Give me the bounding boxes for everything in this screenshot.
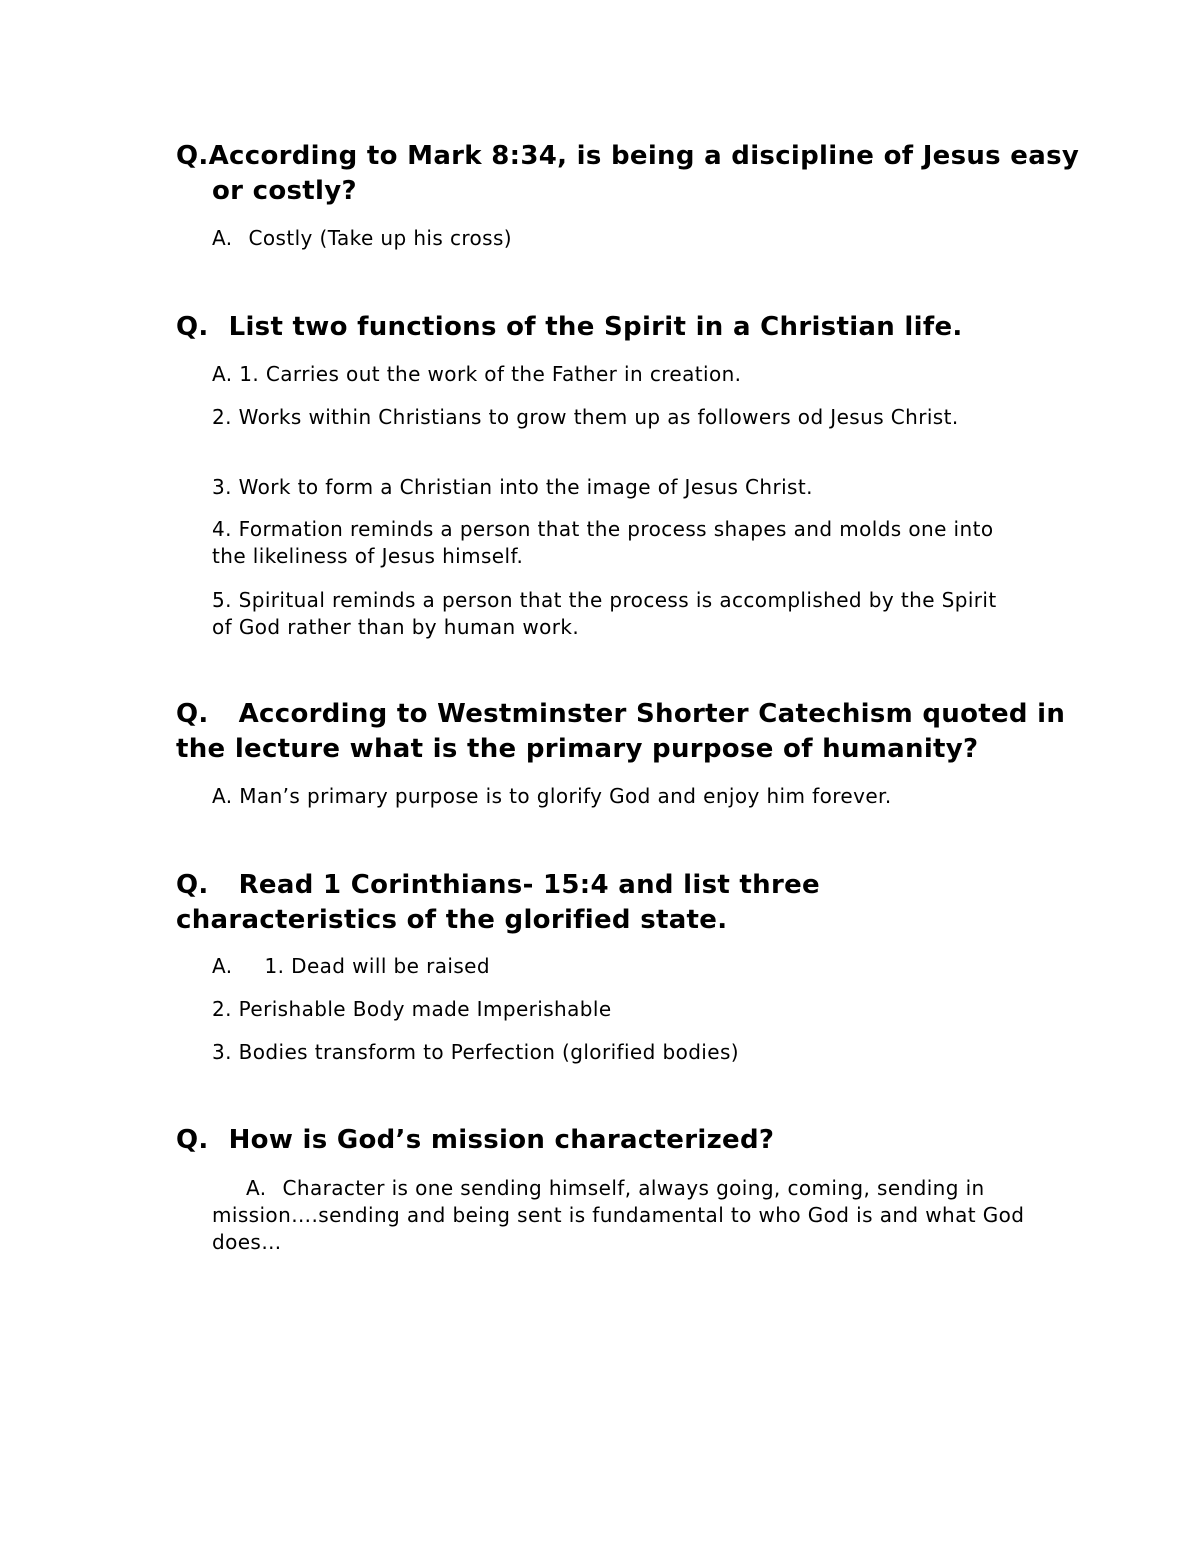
- answer-marker: A.: [246, 1176, 267, 1200]
- answer-marker: A.: [212, 362, 233, 386]
- question-text: List two functions of the Spirit in a Christian life.: [228, 312, 963, 342]
- answer-4-item-2: [212, 996, 1052, 1023]
- answer-text: Character is one sending himself, always going, coming, sending in mission….sending and being sent is fundamental to who God is and what God does…: [212, 1176, 1025, 1254]
- question-marker: Q.: [176, 870, 209, 900]
- question-3: [176, 697, 1076, 767]
- answer-text: 1. Dead will be raised: [264, 954, 490, 978]
- question-marker: Q.: [176, 141, 209, 171]
- question-text: How is God’s mission characterized?: [228, 1125, 775, 1155]
- answer-2-item-2: [176, 404, 1016, 431]
- answer-2-item-3: [212, 474, 1052, 501]
- question-marker: Q.: [176, 1125, 209, 1155]
- answer-text: 5. Spiritual reminds a person that the process is accomplished by the Spirit of God rather than by human work.: [212, 588, 997, 639]
- answer-text: 4. Formation reminds a person that the process shapes and molds one into the likeliness of Jesus himself.: [212, 517, 994, 568]
- answer-text: 2. Works within Christians to grow them up as followers od Jesus Christ.: [212, 405, 959, 429]
- answer-3: [212, 783, 1052, 810]
- question-1: [176, 139, 1092, 209]
- question-4: [176, 868, 876, 938]
- answer-2-item-5: [212, 587, 1022, 641]
- question-text: Read 1 Corinthians- 15:4 and list three characteristics of the glorified state.: [176, 870, 820, 935]
- answer-4-item-1: [212, 953, 1052, 980]
- answer-marker: A.: [212, 226, 233, 250]
- answer-2-item-1: [212, 361, 1052, 388]
- answer-2-item-4: [212, 516, 1027, 570]
- answer-text: 3. Work to form a Christian into the image of Jesus Christ.: [212, 475, 813, 499]
- answer-text: Costly (Take up his cross): [248, 226, 513, 250]
- answer-5: [212, 1175, 1047, 1256]
- answer-marker: A.: [212, 954, 233, 978]
- question-5: [176, 1123, 1076, 1158]
- question-2: [176, 310, 1076, 345]
- answer-text: 2. Perishable Body made Imperishable: [212, 997, 612, 1021]
- question-marker: Q.: [176, 312, 209, 342]
- question-text: According to Mark 8:34, is being a discipline of Jesus easy or costly?: [208, 141, 1080, 206]
- answer-text: Man’s primary purpose is to glorify God and enjoy him forever.: [239, 784, 892, 808]
- answer-text: 1. Carries out the work of the Father in creation.: [239, 362, 742, 386]
- answer-marker: A.: [212, 784, 233, 808]
- answer-1: [212, 225, 1032, 252]
- question-text: According to Westminster Shorter Catechism quoted in the lecture what is the primary purpose of humanity?: [176, 699, 1066, 764]
- question-marker: Q.: [176, 699, 209, 729]
- answer-text: 3. Bodies transform to Perfection (glorified bodies): [212, 1040, 739, 1064]
- answer-4-item-3: [212, 1039, 1052, 1066]
